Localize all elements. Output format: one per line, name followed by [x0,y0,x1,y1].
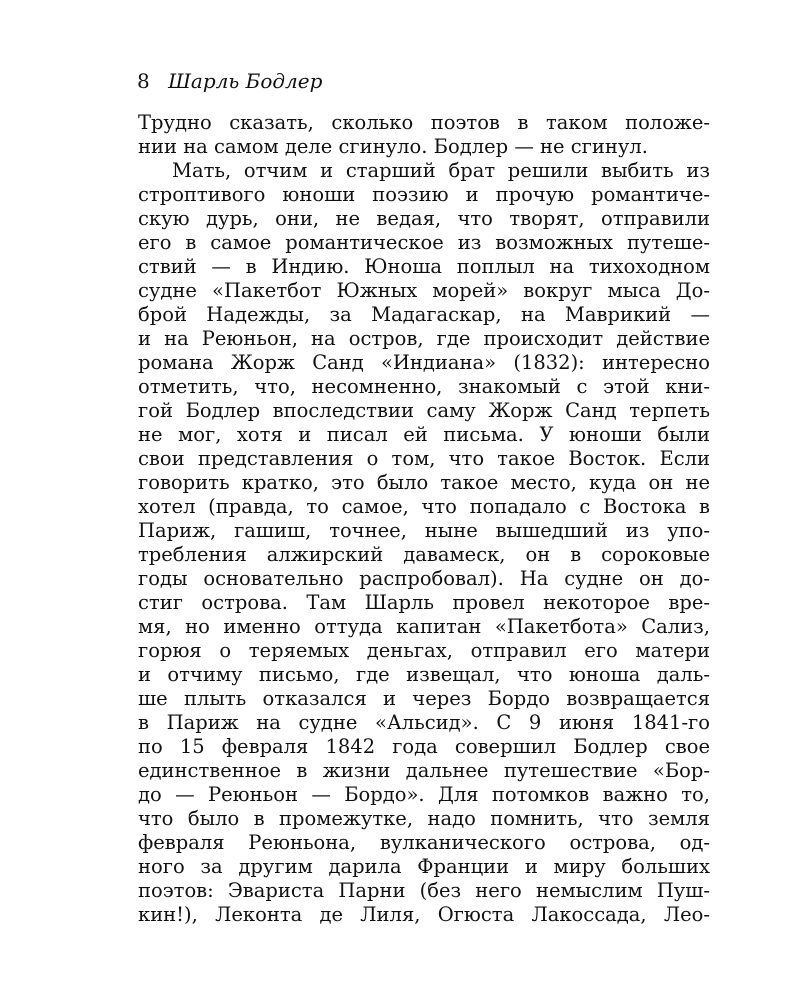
book-title: Шарль Бодлер [168,69,323,93]
text-line: ствий — в Индию. Юноша поплыл на тихоходном [138,255,710,278]
text-line: говорить кратко, это было такое место, куда он не [138,471,710,494]
page-number: 8 [137,69,150,93]
text-line: Париж, гашиш, точнее, ныне вышедший из упо- [138,519,710,542]
text-line: Трудно сказать, сколько поэтов в таком положе- [138,111,710,134]
text-line: романа Жорж Санд «Индиана» (1832): интересно [138,351,710,374]
text-line: февраля Реюньона, вулканического острова, од- [138,831,710,854]
text-line: свои представления о том, что такое Восток. Если [138,447,710,470]
text-line: скую дурь, они, не ведая, что творят, отправили [138,207,710,230]
text-line: строптивого юноши поэзию и прочую романтиче- [138,183,710,206]
text-line: не мог, хотя и писал ей письма. У юноши были [138,423,710,446]
text-line: и на Реюньон, на остров, где происходит действие [138,327,710,350]
text-line: ного за другим дарила Франции и миру больших [138,855,710,878]
text-line: поэтов: Эвариста Парни (без него немыслим Пуш- [138,879,710,902]
text-line: единственное в жизни дальнее путешествие «Бор- [138,759,710,782]
text-line: стиг острова. Там Шарль провел некоторое вре- [138,591,710,614]
text-line: Мать, отчим и старший брат решили выбить из [172,159,710,182]
body-text [138,111,710,927]
text-line: до — Реюньон — Бордо». Для потомков важно то, [138,783,710,806]
text-line: горюя о теряемых деньгах, отправил его матери [138,639,710,662]
text-line: кин!), Леконта де Лиля, Огюста Лакоссада, Лео- [138,903,710,926]
text-line: брой Надежды, за Мадагаскар, на Маврикий — [138,303,710,326]
text-line: в Париж на судне «Альсид». С 9 июня 1841-го [138,711,710,734]
text-line: нии на самом деле сгинуло. Бодлер — не сгинул. [138,135,648,158]
text-line: что было в промежутке, надо помнить, что земля [138,807,710,830]
running-head [137,69,322,93]
text-line: гой Бодлер впоследствии саму Жорж Санд терпеть [138,399,710,422]
text-line: судне «Пакетбот Южных морей» вокруг мыса До- [138,279,710,302]
text-line: хотел (правда, то самое, что попадало с Востока в [138,495,710,518]
text-line: отметить, что, несомненно, знакомый с этой кни- [138,375,710,398]
text-line: годы основательно распробовал). На судне он до- [138,567,710,590]
text-line: требления алжирский давамеск, он в сороковые [138,543,710,566]
text-line: ше плыть отказался и через Бордо возвращается [138,687,710,710]
text-line: и отчиму письмо, где извещал, что юноша даль- [138,663,710,686]
text-line: его в самое романтическое из возможных путеше- [138,231,710,254]
text-line: мя, но именно оттуда капитан «Пакетбота» Сализ, [138,615,710,638]
text-line: по 15 февраля 1842 года совершил Бодлер свое [138,735,710,758]
